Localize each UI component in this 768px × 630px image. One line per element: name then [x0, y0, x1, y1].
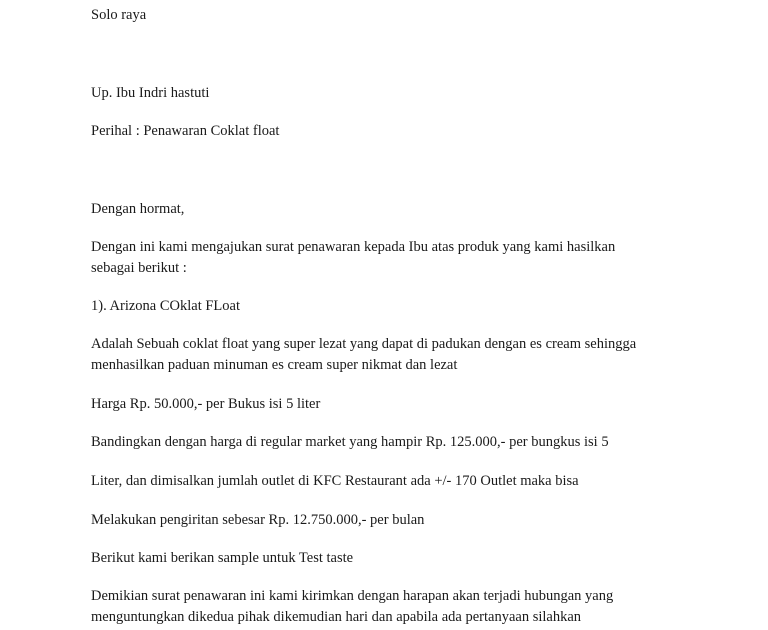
closing-line-1: Demikian surat penawaran ini kami kirimkan dengan harapan akan terjadi hubungan yang [91, 588, 614, 604]
intro-line-1: Dengan ini kami mengajukan surat penawaran kepada Ibu atas produk yang kami hasilkan [91, 239, 616, 255]
description-line-2: menhasilkan paduan minuman es cream super nikmat dan lezat [91, 357, 458, 373]
price-line: Harga Rp. 50.000,- per Bukus isi 5 liter [91, 396, 321, 412]
sample-line: Berikut kami berikan sample untuk Test taste [91, 550, 354, 566]
closing-line-2: menguntungkan dikedua pihak dikemudian hari dan apabila ada pertanyaan silahkan [91, 609, 582, 625]
subject-line: Perihal : Penawaran Coklat float [91, 123, 280, 139]
shipment-line: Melakukan pengiritan sebesar Rp. 12.750.000,- per bulan [91, 512, 425, 528]
comparison-line: Bandingkan dengan harga di regular market yang hampir Rp. 125.000,- per bungkus isi 5 [91, 434, 609, 450]
attention-line: Up. Ibu Indri hastuti [91, 85, 210, 101]
outlets-line: Liter, dan dimisalkan jumlah outlet di KFC Restaurant ada +/- 170 Outlet maka bisa [91, 473, 579, 489]
description-line-1: Adalah Sebuah coklat float yang super lezat yang dapat di padukan dengan es cream sehingga [91, 336, 637, 352]
salutation: Dengan hormat, [91, 201, 185, 217]
city-line: Solo raya [91, 7, 147, 23]
product-heading: 1). Arizona COklat FLoat [91, 298, 241, 314]
intro-line-2: sebagai berikut : [91, 260, 187, 276]
